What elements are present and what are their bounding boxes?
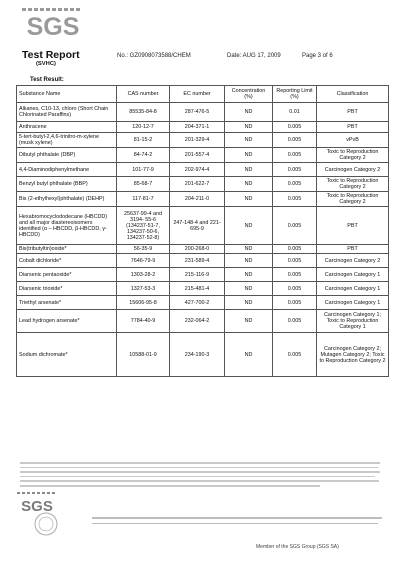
cell-ec-number: 200-268-0 [170, 245, 225, 254]
cell-reporting-limit: 0.005 [273, 310, 317, 333]
cell-reporting-limit: 0.005 [273, 333, 317, 377]
table-row [17, 122, 389, 133]
table-header-row [17, 86, 389, 103]
footer-sgs-logo [16, 490, 80, 538]
table-row [17, 192, 389, 207]
cell-substance-name: 4,4-Diaminodiphenylmethane [17, 163, 117, 177]
footer-address [92, 517, 382, 528]
cell-reporting-limit: 0.005 [273, 192, 317, 207]
cell-classification: PBT [317, 122, 389, 133]
table-row [17, 333, 389, 377]
cell-ec-number: 427-700-2 [170, 296, 225, 310]
cell-cas-number: 117-81-7 [117, 192, 170, 207]
cell-ec-number: 231-589-4 [170, 254, 225, 268]
cell-ec-number: 202-974-4 [170, 163, 225, 177]
cell-substance-name: Alkanes, C10-13, chloro (Short Chain Chlorinated Paraffins) [17, 103, 117, 122]
member-statement: Member of the SGS Group (SGS SA) [256, 544, 339, 550]
cell-substance-name: Dibutyl phthalate (DBP) [17, 148, 117, 163]
table-row [17, 207, 389, 245]
cell-cas-number: 15606-95-8 [117, 296, 170, 310]
table-row [17, 163, 389, 177]
cell-classification: Carcinogen Category 1; Toxic to Reproduction Category 1 [317, 310, 389, 333]
cell-reporting-limit: 0.005 [273, 254, 317, 268]
cell-concentration: ND [225, 103, 273, 122]
cell-cas-number: 7646-79-9 [117, 254, 170, 268]
table-row [17, 133, 389, 148]
cell-ec-number: 201-622-7 [170, 177, 225, 192]
cell-concentration: ND [225, 207, 273, 245]
cell-substance-name: Triethyl arsenate* [17, 296, 117, 310]
cell-ec-number: 201-557-4 [170, 148, 225, 163]
table-row [17, 254, 389, 268]
cell-cas-number: 10588-01-9 [117, 333, 170, 377]
cell-reporting-limit: 0.005 [273, 296, 317, 310]
cell-classification: Carcinogen Category 2; Mutagen Category 2; Toxic to Reproduction Category 2 [317, 333, 389, 377]
cell-reporting-limit: 0.005 [273, 177, 317, 192]
table-row [17, 296, 389, 310]
header-classification: Classification [317, 86, 389, 103]
cell-concentration: ND [225, 268, 273, 282]
table-row [17, 103, 389, 122]
cell-concentration: ND [225, 282, 273, 296]
cell-concentration: ND [225, 192, 273, 207]
cell-substance-name: Bis (2-ethylhexyl)phthalate) (DEHP) [17, 192, 117, 207]
sgs-logo [22, 8, 84, 38]
cell-classification: PBT [317, 103, 389, 122]
cell-cas-number: 85535-84-8 [117, 103, 170, 122]
table-row [17, 310, 389, 333]
header-limit: Reporting Limit (%) [273, 86, 317, 103]
cell-reporting-limit: 0.005 [273, 122, 317, 133]
cell-classification: Carcinogen Category 1 [317, 282, 389, 296]
header-ec: EC number [170, 86, 225, 103]
footer-logo-text: SGS [21, 498, 53, 515]
cell-cas-number: 85-68-7 [117, 177, 170, 192]
cell-substance-name: Cobalt dichloride* [17, 254, 117, 268]
cell-substance-name: Benzyl butyl phthalate (BBP) [17, 177, 117, 192]
logo-text: SGS [26, 13, 80, 38]
cell-substance-name: Sodium dichromate* [17, 333, 117, 377]
cell-ec-number: 215-481-4 [170, 282, 225, 296]
section-label: Test Result: [30, 77, 64, 83]
cell-classification: vPvB [317, 133, 389, 148]
cell-ec-number: 234-190-3 [170, 333, 225, 377]
cell-concentration: ND [225, 310, 273, 333]
cell-ec-number: 232-064-2 [170, 310, 225, 333]
cell-reporting-limit: 0.005 [273, 148, 317, 163]
cell-substance-name: Hexabromocyclododecane (HBCDD) and all major diastereoisomers identified (α – HBCDD, β-HBCDD, γ-HBCDD) [17, 207, 117, 245]
cell-cas-number: 1327-53-3 [117, 282, 170, 296]
cell-cas-number: 56-35-9 [117, 245, 170, 254]
cell-reporting-limit: 0.005 [273, 163, 317, 177]
cell-classification: Toxic to Reproduction Category 2 [317, 192, 389, 207]
page-number: Page 3 of 6 [302, 53, 333, 59]
table-row [17, 282, 389, 296]
cell-concentration: ND [225, 254, 273, 268]
cell-concentration: ND [225, 148, 273, 163]
cell-substance-name: Diarsenic trioxide* [17, 282, 117, 296]
cell-concentration: ND [225, 177, 273, 192]
cell-classification: Carcinogen Category 1 [317, 296, 389, 310]
cell-classification: PBT [317, 245, 389, 254]
cell-classification: Carcinogen Category 2 [317, 163, 389, 177]
header-cas: CAS number [117, 86, 170, 103]
cell-cas-number: 25637-99-4 and 3194- 55-6 (134237-51-7, 134237-50-6, 134237-52-8) [117, 207, 170, 245]
table-row [17, 245, 389, 254]
table-row [17, 148, 389, 163]
cell-classification: Toxic to Reproduction Category 2 [317, 177, 389, 192]
cell-cas-number: 120-12-7 [117, 122, 170, 133]
table-row [17, 268, 389, 282]
cell-classification: PBT [317, 207, 389, 245]
results-table [16, 85, 389, 377]
header-concentration: Concentration (%) [225, 86, 273, 103]
report-subtitle: (SVHC) [36, 61, 56, 67]
table-row [17, 177, 389, 192]
cell-substance-name: 5-tert-butyl-2,4,6-trinitro-m-xylene (musk xylene) [17, 133, 117, 148]
cell-classification: Carcinogen Category 1 [317, 268, 389, 282]
footer-disclaimer [20, 462, 380, 490]
cell-concentration: ND [225, 333, 273, 377]
cell-reporting-limit: 0.005 [273, 268, 317, 282]
cell-cas-number: 7784-40-9 [117, 310, 170, 333]
cell-cas-number: 84-74-2 [117, 148, 170, 163]
table-body [17, 103, 389, 377]
cell-reporting-limit: 0.005 [273, 207, 317, 245]
cell-cas-number: 1303-28-2 [117, 268, 170, 282]
report-number: No.: GZ0908073588/CHEM [117, 53, 191, 59]
cell-substance-name: Lead hydrogen arsenate* [17, 310, 117, 333]
cell-ec-number: 287-476-5 [170, 103, 225, 122]
cell-cas-number: 101-77-9 [117, 163, 170, 177]
report-date: Date: AUG 17, 2009 [227, 53, 281, 59]
cell-cas-number: 81-15-2 [117, 133, 170, 148]
cell-concentration: ND [225, 245, 273, 254]
cell-concentration: ND [225, 163, 273, 177]
cell-ec-number: 201-329-4 [170, 133, 225, 148]
cell-substance-name: Diarsenic pentaoxide* [17, 268, 117, 282]
header-substance: Substance Name [17, 86, 117, 103]
cell-ec-number: 247-148-4 and 221-695-9 [170, 207, 225, 245]
cell-classification: Toxic to Reproduction Category 2 [317, 148, 389, 163]
cell-concentration: ND [225, 296, 273, 310]
report-title: Test Report [22, 49, 80, 61]
cell-ec-number: 204-371-1 [170, 122, 225, 133]
cell-substance-name: Bis(tributyltin)oxide* [17, 245, 117, 254]
cell-reporting-limit: 0.005 [273, 282, 317, 296]
cell-ec-number: 215-116-9 [170, 268, 225, 282]
cell-reporting-limit: 0.01 [273, 103, 317, 122]
cell-concentration: ND [225, 133, 273, 148]
cell-reporting-limit: 0.005 [273, 245, 317, 254]
cell-ec-number: 204-211-0 [170, 192, 225, 207]
cell-classification: Carcinogen Category 2 [317, 254, 389, 268]
cell-reporting-limit: 0.005 [273, 133, 317, 148]
cell-substance-name: Anthracene [17, 122, 117, 133]
cell-concentration: ND [225, 122, 273, 133]
